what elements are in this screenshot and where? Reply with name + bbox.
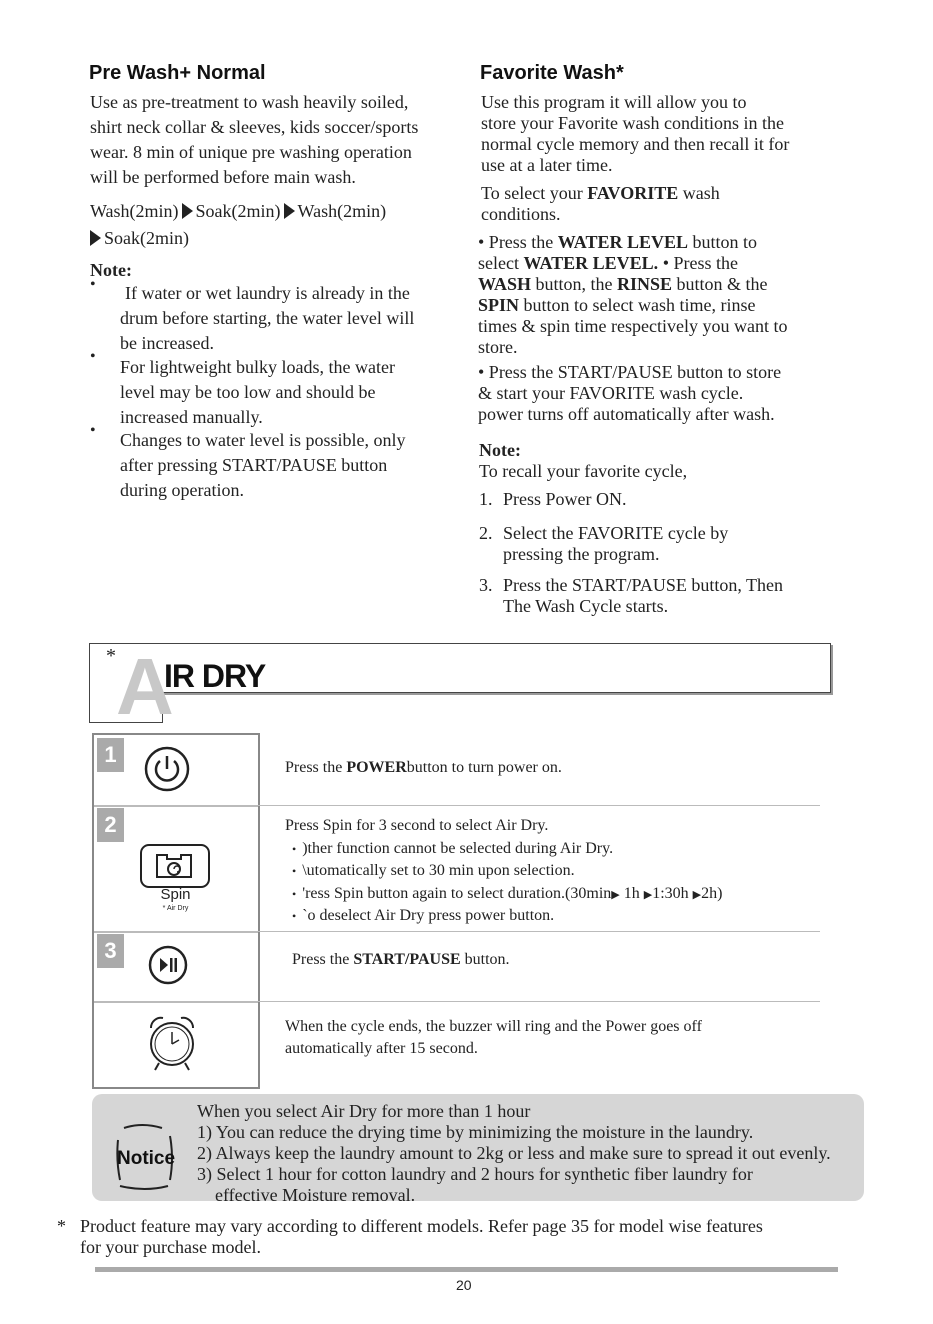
- text: button & the: [672, 274, 768, 294]
- text: To select your: [481, 183, 588, 203]
- seq-wash: Wash(2min): [297, 201, 387, 221]
- intro-line: normal cycle memory and then recall it for: [481, 134, 790, 154]
- intro-line: use at a later time.: [481, 155, 613, 175]
- note-line: Changes to water level is possible, only: [120, 430, 406, 450]
- divider: [94, 805, 258, 807]
- footnote-line: Product feature may vary according to different models. Refer page 35 for model wise features: [80, 1216, 763, 1236]
- step-2-bullet-4: • `o deselect Air Dry press power button.: [292, 907, 555, 924]
- favorite-bold: FAVORITE: [587, 183, 679, 203]
- prewash-note-2: [120, 355, 470, 430]
- note-line: For lightweight bulky loads, the water: [120, 357, 395, 377]
- text: )ther function cannot be selected during Air Dry.: [302, 840, 614, 857]
- text: The Wash Cycle starts.: [503, 596, 669, 616]
- step-icon-column: [92, 733, 260, 1089]
- seq-soak: Soak(2min): [195, 201, 281, 221]
- prewash-note-label: Note:: [90, 260, 132, 280]
- text: Press the: [285, 759, 347, 776]
- prewash-note-3: [120, 428, 470, 503]
- prewash-line: will be performed before main wash.: [90, 167, 356, 187]
- bullet: •: [90, 422, 96, 439]
- step-2-text: Press Spin for 3 second to select Air Dry.: [285, 817, 549, 834]
- bullet: •: [90, 348, 96, 365]
- text: select: [478, 253, 524, 273]
- power-bold: POWER: [346, 759, 407, 776]
- footnote-line: for your purchase model.: [80, 1237, 261, 1257]
- notice-label: Notice: [117, 1148, 176, 1169]
- text: 1:30h: [652, 885, 693, 902]
- recall-step-3: [503, 575, 783, 617]
- text: button to turn power on.: [406, 759, 562, 776]
- step-badge-3: 3: [97, 934, 124, 968]
- airdry-asterisk: *: [106, 645, 116, 667]
- favorite-intro: [481, 92, 861, 176]
- prewash-description: [90, 90, 470, 190]
- text: button, the: [531, 274, 618, 294]
- footer-rule: [95, 1267, 838, 1272]
- note-line: be increased.: [120, 333, 214, 353]
- step-2-bullet-1: • )ther function cannot be selected during Air Dry.: [292, 840, 614, 857]
- text: pressing the program.: [503, 544, 660, 564]
- bullet: •: [90, 276, 96, 293]
- notice-line: 1) You can reduce the drying time by minimizing the moisture in the laundry.: [197, 1122, 754, 1142]
- prewash-note-1: [120, 281, 470, 356]
- note-line: increased manually.: [120, 407, 263, 427]
- wash-bold: WASH: [478, 274, 532, 294]
- text: wash: [678, 183, 720, 203]
- favorite-start: [478, 362, 858, 425]
- text: When the cycle ends, the buzzer will ring and the Power goes off: [285, 1018, 702, 1035]
- row-divider: [257, 1001, 820, 1002]
- intro-line: store your Favorite wash conditions in the: [481, 113, 784, 133]
- alarm-clock-icon: [145, 1014, 199, 1074]
- prewash-line: shirt neck collar & sleeves, kids soccer/sports: [90, 117, 419, 137]
- notice-line: 3) Select 1 hour for cotton laundry and 2 hours for synthetic fiber laundry for: [197, 1164, 753, 1184]
- text: \utomatically set to 30 min upon selection.: [302, 862, 575, 879]
- spin-label: Spin: [160, 886, 191, 903]
- notice-line: effective Moisture removal.: [215, 1185, 416, 1205]
- rinse-bold: RINSE: [617, 274, 673, 294]
- text: Press the START/PAUSE button, Then: [503, 575, 784, 595]
- text: times & spin time respectively you want to: [478, 316, 788, 336]
- text: power turns off automatically after wash.: [478, 404, 775, 424]
- favorite-instructions: [478, 232, 858, 358]
- text: • Press the: [658, 253, 738, 273]
- row-divider: [257, 805, 820, 806]
- favorite-title: Favorite Wash*: [480, 62, 624, 84]
- power-icon: [143, 745, 191, 793]
- recall-step-3-num: 3.: [479, 575, 493, 595]
- triangle-arrow-icon: [90, 230, 101, 246]
- notice-line: 2) Always keep the laundry amount to 2kg or less and make sure to spread it out evenly.: [197, 1143, 831, 1163]
- notice-text: [197, 1101, 831, 1206]
- text: Select the FAVORITE cycle by: [503, 523, 729, 543]
- text: 'ress Spin button again to select duration.(30min: [302, 885, 612, 902]
- note-line: If water or wet laundry is already in the: [125, 283, 410, 303]
- seq-wash: Wash(2min): [90, 201, 179, 221]
- text: button to: [688, 232, 758, 252]
- text: • Press the START/PAUSE button to store: [478, 362, 782, 382]
- prewash-title: Pre Wash+ Normal: [89, 62, 266, 84]
- note-line: during operation.: [120, 480, 244, 500]
- text: automatically after 15 second.: [285, 1040, 478, 1057]
- step-2-bullet-2: • \utomatically set to 30 min upon selection.: [292, 862, 575, 879]
- recall-step-1-num: 1.: [479, 489, 493, 509]
- step-badge-2: 2: [97, 808, 124, 842]
- text: store.: [478, 337, 518, 357]
- recall-step-1: Press Power ON.: [503, 489, 627, 509]
- favorite-recall: To recall your favorite cycle,: [479, 461, 688, 481]
- step-2-bullet-3: • 'ress Spin button again to select duration.(30min▶ 1h ▶1:30h ▶2h): [292, 885, 723, 902]
- prewash-line: Use as pre-treatment to wash heavily soiled,: [90, 92, 409, 112]
- text: conditions.: [481, 204, 561, 224]
- favorite-note-label: Note:: [479, 440, 521, 460]
- footnote-star: *: [57, 1216, 66, 1236]
- footnote-text: [80, 1216, 763, 1258]
- water-level-bold: WATER LEVEL: [557, 232, 688, 252]
- water-level-bold: WATER LEVEL.: [523, 253, 659, 273]
- play-pause-icon: [147, 944, 189, 986]
- text: `o deselect Air Dry press power button.: [302, 907, 555, 924]
- recall-step-2: [503, 523, 728, 565]
- text: button.: [460, 951, 510, 968]
- spin-bold: SPIN: [478, 295, 520, 315]
- page-number: 20: [456, 1277, 472, 1293]
- prewash-sequence-2: [90, 226, 189, 251]
- text: 1h: [619, 885, 644, 902]
- step-1-text: [285, 757, 562, 779]
- intro-line: Use this program it will allow you to: [481, 92, 747, 112]
- recall-step-2-num: 2.: [479, 523, 493, 543]
- note-line: after pressing START/PAUSE button: [120, 455, 388, 475]
- airdry-big-letter: A: [116, 642, 174, 731]
- spin-icon: [139, 843, 211, 889]
- text: button to select wash time, rinse: [519, 295, 756, 315]
- favorite-select: [481, 183, 861, 225]
- text: 2h): [701, 885, 723, 902]
- seq-soak: Soak(2min): [104, 228, 189, 248]
- step-badge-1: 1: [97, 738, 124, 772]
- triangle-arrow-icon: [182, 203, 193, 219]
- divider: [94, 1001, 258, 1003]
- row-divider: [257, 931, 820, 932]
- text: Press the: [292, 951, 354, 968]
- triangle-arrow-icon: [284, 203, 295, 219]
- notice-line: When you select Air Dry for more than 1 hour: [197, 1101, 531, 1121]
- text: & start your FAVORITE wash cycle.: [478, 383, 744, 403]
- text: • Press the: [478, 232, 558, 252]
- airdry-title: IR DRY: [164, 658, 266, 694]
- divider: [94, 931, 258, 933]
- step-3-text: [292, 949, 510, 971]
- note-line: drum before starting, the water level will: [120, 308, 415, 328]
- start-pause-bold: START/PAUSE: [353, 951, 461, 968]
- step-4-text: [285, 1016, 702, 1060]
- prewash-sequence: [90, 199, 386, 224]
- note-line: level may be too low and should be: [120, 382, 376, 402]
- prewash-line: wear. 8 min of unique pre washing operation: [90, 142, 412, 162]
- spin-sublabel: * Air Dry: [162, 905, 189, 912]
